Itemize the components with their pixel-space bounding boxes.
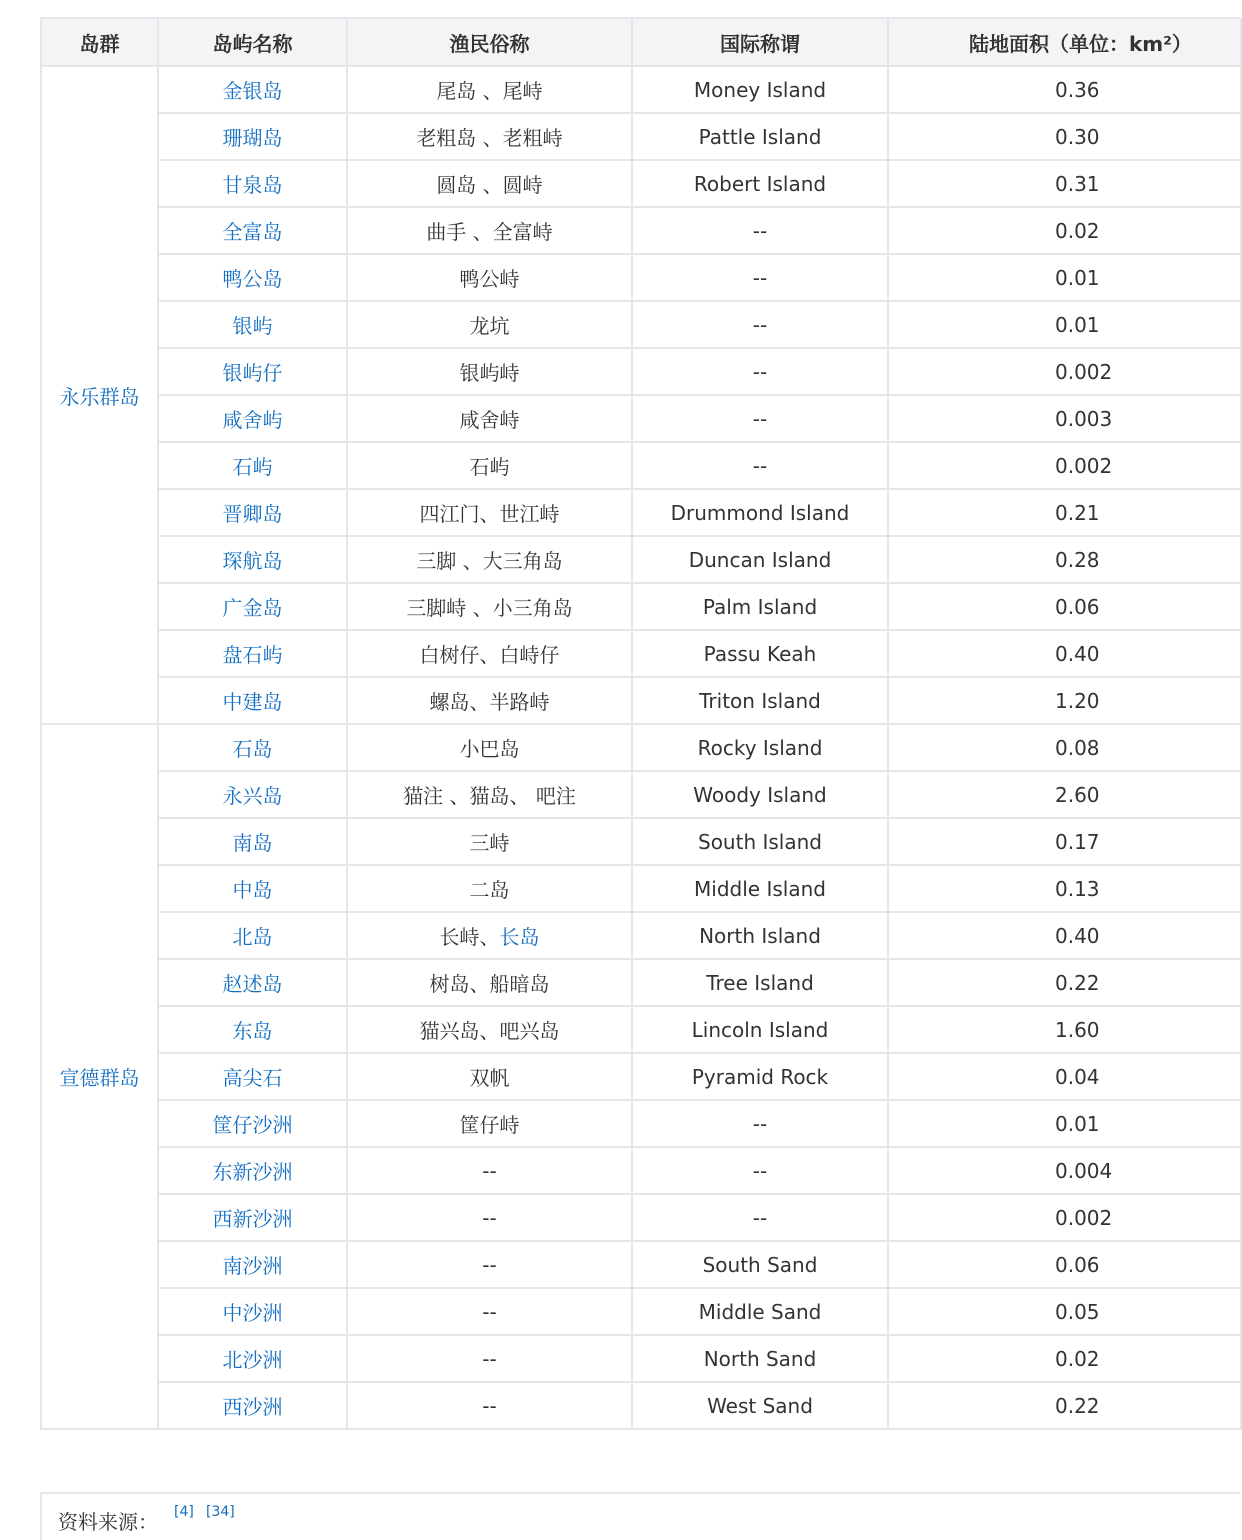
- header-group: 岛群: [41, 18, 158, 66]
- area-cell: 0.40: [888, 912, 1241, 959]
- intl-name-cell: --: [632, 207, 888, 254]
- table-row: [41, 865, 1241, 912]
- folk-name-cell: [347, 959, 632, 1006]
- header-intl-name: 国际称谓: [632, 18, 888, 66]
- folk-name-cell: [347, 912, 632, 959]
- island-name-link[interactable]: 高尖石: [158, 1053, 347, 1100]
- folk-name-text: 三峙: [469, 831, 510, 855]
- area-cell: 0.05: [888, 1288, 1241, 1335]
- folk-name-cell: [347, 1006, 632, 1053]
- table-row: [41, 677, 1241, 724]
- table-row: [41, 113, 1241, 160]
- area-cell: 2.60: [888, 771, 1241, 818]
- folk-name-cell: [347, 677, 632, 724]
- folk-name-text: --: [482, 1299, 497, 1324]
- table-row: [41, 771, 1241, 818]
- intl-name-cell: Passu Keah: [632, 630, 888, 677]
- folk-name-cell: [347, 1194, 632, 1241]
- area-cell: 0.002: [888, 1194, 1241, 1241]
- intl-name-cell: Duncan Island: [632, 536, 888, 583]
- folk-name-cell: [347, 1335, 632, 1382]
- intl-name-cell: Tree Island: [632, 959, 888, 1006]
- table-header-row: [41, 18, 1241, 66]
- area-cell: 0.01: [888, 301, 1241, 348]
- intl-name-cell: --: [632, 1100, 888, 1147]
- folk-name-cell: [347, 818, 632, 865]
- area-cell: 0.06: [888, 1241, 1241, 1288]
- area-cell: 1.60: [888, 1006, 1241, 1053]
- intl-name-cell: Pattle Island: [632, 113, 888, 160]
- folk-name-text: 三脚峙 、小三角岛: [406, 596, 573, 620]
- area-cell: 0.003: [888, 395, 1241, 442]
- island-name-link[interactable]: 广金岛: [158, 583, 347, 630]
- area-cell: 0.004: [888, 1147, 1241, 1194]
- intl-name-cell: North Island: [632, 912, 888, 959]
- folk-name-text: 筐仔峙: [459, 1113, 520, 1137]
- folk-name-text: 龙坑: [469, 314, 510, 338]
- intl-name-cell: Middle Island: [632, 865, 888, 912]
- intl-name-cell: Middle Sand: [632, 1288, 888, 1335]
- folk-name-cell: [347, 536, 632, 583]
- folk-name-text: 猫兴岛、吧兴岛: [419, 1019, 560, 1043]
- folk-name-text: --: [482, 1346, 497, 1371]
- island-name-link[interactable]: 永兴岛: [158, 771, 347, 818]
- area-cell: 0.36: [888, 66, 1241, 113]
- island-name-link[interactable]: 筐仔沙洲: [158, 1100, 347, 1147]
- folk-name-text: 白树仔、白峙仔: [419, 643, 560, 667]
- island-name-link[interactable]: 石岛: [158, 724, 347, 771]
- intl-name-cell: Robert Island: [632, 160, 888, 207]
- area-cell: 0.02: [888, 207, 1241, 254]
- intl-name-cell: Woody Island: [632, 771, 888, 818]
- island-name-link[interactable]: 东新沙洲: [158, 1147, 347, 1194]
- island-name-link[interactable]: 北岛: [158, 912, 347, 959]
- folk-name-cell: [347, 395, 632, 442]
- island-group-link[interactable]: 永乐群岛: [41, 66, 158, 724]
- table-row: [41, 912, 1241, 959]
- island-name-link[interactable]: 西新沙洲: [158, 1194, 347, 1241]
- folk-name-cell: [347, 724, 632, 771]
- folk-name-text: --: [482, 1158, 497, 1183]
- table-row: [41, 442, 1241, 489]
- intl-name-cell: --: [632, 254, 888, 301]
- folk-name-cell: [347, 865, 632, 912]
- island-name-link[interactable]: 珊瑚岛: [158, 113, 347, 160]
- folk-name-text: 螺岛、半路峙: [429, 690, 550, 714]
- folk-name-cell: [347, 1288, 632, 1335]
- intl-name-cell: Pyramid Rock: [632, 1053, 888, 1100]
- intl-name-cell: --: [632, 442, 888, 489]
- intl-name-cell: --: [632, 348, 888, 395]
- intl-name-cell: Triton Island: [632, 677, 888, 724]
- island-name-link[interactable]: 西沙洲: [158, 1382, 347, 1429]
- island-name-link[interactable]: 中岛: [158, 865, 347, 912]
- folk-name-text: 曲手 、全富峙: [426, 220, 553, 244]
- island-name-link[interactable]: 南岛: [158, 818, 347, 865]
- area-cell: 0.04: [888, 1053, 1241, 1100]
- area-cell: 0.22: [888, 1382, 1241, 1429]
- table-row: [41, 489, 1241, 536]
- folk-name-cell: [347, 301, 632, 348]
- folk-name-cell: [347, 1382, 632, 1429]
- folk-name-cell: [347, 1100, 632, 1147]
- intl-name-cell: --: [632, 1147, 888, 1194]
- intl-name-cell: Drummond Island: [632, 489, 888, 536]
- table-row: [41, 160, 1241, 207]
- table-row: [41, 1147, 1241, 1194]
- folk-name-text: 银屿峙: [459, 361, 520, 385]
- folk-name-text: 石屿: [469, 455, 510, 479]
- intl-name-cell: South Island: [632, 818, 888, 865]
- area-cell: 0.28: [888, 536, 1241, 583]
- area-cell: 0.13: [888, 865, 1241, 912]
- island-name-link[interactable]: 南沙洲: [158, 1241, 347, 1288]
- intl-name-cell: West Sand: [632, 1382, 888, 1429]
- folk-name-text: 尾岛 、尾峙: [436, 79, 543, 103]
- folk-name-text: 树岛、船暗岛: [429, 972, 550, 996]
- table-row: [41, 630, 1241, 677]
- table-row: [41, 66, 1241, 113]
- header-name: 岛屿名称: [158, 18, 347, 66]
- folk-name-cell: [347, 583, 632, 630]
- table-row: [41, 1194, 1241, 1241]
- header-folk-name: 渔民俗称: [347, 18, 632, 66]
- area-cell: 0.01: [888, 254, 1241, 301]
- table-row: [41, 1006, 1241, 1053]
- folk-name-text: 鸭公峙: [459, 267, 520, 291]
- folk-name-cell: [347, 489, 632, 536]
- area-cell: 0.08: [888, 724, 1241, 771]
- island-name-link[interactable]: 甘泉岛: [158, 160, 347, 207]
- folk-name-cell: [347, 113, 632, 160]
- table-body: [41, 66, 1241, 1429]
- table-row: [41, 818, 1241, 865]
- intl-name-cell: --: [632, 395, 888, 442]
- table-row: [41, 1382, 1241, 1429]
- area-cell: 1.20: [888, 677, 1241, 724]
- folk-name-cell: [347, 66, 632, 113]
- folk-name-cell: [347, 348, 632, 395]
- folk-name-cell: [347, 771, 632, 818]
- table-row: [41, 583, 1241, 630]
- table-row: [41, 395, 1241, 442]
- folk-name-cell: [347, 1053, 632, 1100]
- table-row: [41, 254, 1241, 301]
- folk-name-text: 圆岛 、圆峙: [436, 173, 543, 197]
- island-name-link[interactable]: 银屿: [158, 301, 347, 348]
- table-row: [41, 1335, 1241, 1382]
- island-name-link[interactable]: 东岛: [158, 1006, 347, 1053]
- island-name-link[interactable]: 银屿仔: [158, 348, 347, 395]
- area-cell: 0.31: [888, 160, 1241, 207]
- folk-name-cell: [347, 254, 632, 301]
- table-row: [41, 207, 1241, 254]
- area-cell: 0.30: [888, 113, 1241, 160]
- folk-name-text: 三脚 、大三角岛: [416, 549, 563, 573]
- table-row: [41, 536, 1241, 583]
- area-cell: 0.02: [888, 1335, 1241, 1382]
- intl-name-cell: North Sand: [632, 1335, 888, 1382]
- area-cell: 0.01: [888, 1100, 1241, 1147]
- source-row: [40, 1492, 1240, 1540]
- folk-name-cell: [347, 160, 632, 207]
- folk-name-cell: [347, 1241, 632, 1288]
- table-row: [41, 348, 1241, 395]
- intl-name-cell: South Sand: [632, 1241, 888, 1288]
- table-row: [41, 959, 1241, 1006]
- folk-name-cell: [347, 630, 632, 677]
- folk-name-text: 咸舍峙: [459, 408, 520, 432]
- folk-name-text: 四江门、世江峙: [419, 502, 560, 526]
- folk-name-link[interactable]: 长岛: [499, 925, 540, 949]
- table-row: [41, 1241, 1241, 1288]
- island-name-link[interactable]: 晋卿岛: [158, 489, 347, 536]
- island-group-link[interactable]: 宣德群岛: [41, 724, 158, 1429]
- area-cell: 0.17: [888, 818, 1241, 865]
- island-name-link[interactable]: 北沙洲: [158, 1335, 347, 1382]
- source-ref-link[interactable]: [34]: [206, 1504, 235, 1520]
- table-row: [41, 301, 1241, 348]
- folk-name-text: 双帆: [469, 1066, 510, 1090]
- island-name-link[interactable]: 全富岛: [158, 207, 347, 254]
- folk-name-text: --: [482, 1252, 497, 1277]
- folk-name-text: 小巴岛: [459, 737, 520, 761]
- island-name-link[interactable]: 中建岛: [158, 677, 347, 724]
- island-name-link[interactable]: 赵述岛: [158, 959, 347, 1006]
- folk-name-text: 猫注 、猫岛、 吧注: [403, 784, 576, 808]
- intl-name-cell: Rocky Island: [632, 724, 888, 771]
- folk-name-cell: [347, 1147, 632, 1194]
- area-cell: 0.21: [888, 489, 1241, 536]
- island-name-link[interactable]: 中沙洲: [158, 1288, 347, 1335]
- island-name-link[interactable]: 琛航岛: [158, 536, 347, 583]
- folk-name-text: --: [482, 1205, 497, 1230]
- area-cell: 0.22: [888, 959, 1241, 1006]
- folk-name-cell: [347, 442, 632, 489]
- table-row: [41, 1288, 1241, 1335]
- source-ref-link[interactable]: [4]: [174, 1504, 194, 1520]
- island-name-link[interactable]: 咸舍屿: [158, 395, 347, 442]
- table-row: [41, 724, 1241, 771]
- intl-name-cell: Money Island: [632, 66, 888, 113]
- area-cell: 0.002: [888, 442, 1241, 489]
- intl-name-cell: Palm Island: [632, 583, 888, 630]
- folk-name-text: 二岛: [469, 878, 510, 902]
- folk-name-text: 长峙、: [439, 925, 500, 949]
- folk-name-text: --: [482, 1393, 497, 1418]
- table-row: [41, 1053, 1241, 1100]
- intl-name-cell: Lincoln Island: [632, 1006, 888, 1053]
- island-name-link[interactable]: 石屿: [158, 442, 347, 489]
- island-name-link[interactable]: 金银岛: [158, 66, 347, 113]
- islands-table: [40, 17, 1242, 1430]
- area-cell: 0.002: [888, 348, 1241, 395]
- island-name-link[interactable]: 盘石屿: [158, 630, 347, 677]
- folk-name-cell: [347, 207, 632, 254]
- table-row: [41, 1100, 1241, 1147]
- header-area: 陆地面积（单位：km²）: [888, 18, 1241, 66]
- area-cell: 0.06: [888, 583, 1241, 630]
- folk-name-text: 老粗岛 、老粗峙: [416, 126, 563, 150]
- island-name-link[interactable]: 鸭公岛: [158, 254, 347, 301]
- intl-name-cell: --: [632, 1194, 888, 1241]
- intl-name-cell: --: [632, 301, 888, 348]
- area-cell: 0.40: [888, 630, 1241, 677]
- source-label: 资料来源：: [58, 1510, 158, 1534]
